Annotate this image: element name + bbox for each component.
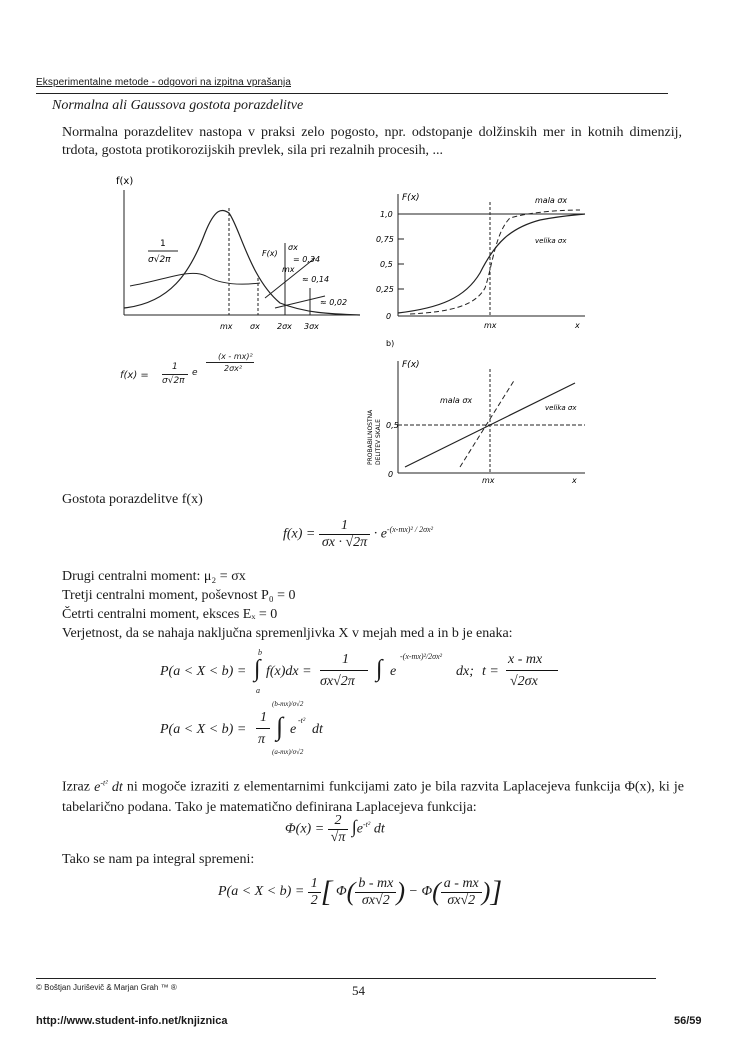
ff-den2: σx√2 xyxy=(447,892,476,908)
laplace-inline-exp: -t² xyxy=(100,778,108,787)
pf1-den: σx√2π xyxy=(320,674,355,689)
ff-phi2: Φ xyxy=(421,884,433,900)
intro-paragraph: Normalna porazdelitev nastopa v praksi zelo pogosto, npr. odstopanje dolžinskih mer in kotnih dimenzij, trdota, gostota protikorozijskih prevlek, sila pri rezalnih procesih, ... xyxy=(62,125,682,158)
density-formula-base: · e xyxy=(373,526,387,542)
page-count: 56/59 xyxy=(674,1015,702,1027)
ff-phi1: Φ xyxy=(335,884,347,900)
copyright: © Boštjan Juriševič & Marjan Grah ™ ® xyxy=(36,983,177,992)
header-rule xyxy=(36,93,668,94)
pf1-exp: -(x-mx)²/2σx² xyxy=(400,652,443,661)
cdf-figure xyxy=(370,188,595,348)
laplace-text-1: Izraz xyxy=(62,779,90,795)
br-label-velika: velika σx xyxy=(545,404,577,412)
pf2-num: 1 xyxy=(260,710,267,725)
br-ylabel: F(x) xyxy=(402,360,420,370)
cdf-curve-narrow xyxy=(410,210,580,314)
probability-formula-2: P(a < X < b) = 1 π (b-mx)/σ√2 ∫ (a-mx)/σ√2 e -t² dt xyxy=(160,700,323,756)
br-side-label-1: PROBABILNOSTNA xyxy=(367,409,374,465)
left-formula-num: 1 xyxy=(172,362,178,372)
ff-frac1 xyxy=(355,876,396,909)
probability-intro: Verjetnost, da se nahaja naključna spremenljivka X v mejah med a in b je enaka: xyxy=(62,626,513,641)
tr-xtick-mx: mx xyxy=(484,321,497,330)
page-number: 54 xyxy=(352,983,365,998)
moment-2: Drugi centralni moment: μ₂ = σx xyxy=(62,569,246,584)
left-plot-ylabel: f(x) xyxy=(116,176,134,187)
sigma-label: σx xyxy=(288,243,298,252)
x-tick-sigma: σx xyxy=(250,322,260,331)
laplace-paragraph xyxy=(62,773,684,818)
density-formula-den: σx · √2π xyxy=(321,535,368,550)
pf1-num: 1 xyxy=(342,652,349,667)
density-formula-lhs: f(x) = xyxy=(283,526,316,542)
ff-half-den: 2 xyxy=(310,892,318,908)
integral-text: Tako se nam pa integral spremeni: xyxy=(62,852,255,867)
m-label: mx xyxy=(282,265,295,274)
tr-ytick-3: 0,5 xyxy=(380,260,393,269)
laplace-inline-e: e xyxy=(94,779,101,795)
pf2-exp: -t² xyxy=(298,716,306,725)
tr-label-mala: mala σx xyxy=(535,196,568,205)
x-tick-mx: mx xyxy=(220,322,233,331)
pf1-dx: dx; xyxy=(456,664,474,679)
density-formula xyxy=(283,518,433,551)
pf1-int-upper: b xyxy=(258,648,262,657)
tr-ytick-2: 0,75 xyxy=(376,235,394,244)
pf1-integrand2: e xyxy=(390,664,397,679)
density-formula-frac xyxy=(319,518,370,551)
ff-half-num: 1 xyxy=(308,876,321,893)
phi-exp: -t² xyxy=(363,820,371,830)
cdf-curve-lower xyxy=(130,273,260,286)
pf2-upper: (b-mx)/σ√2 xyxy=(272,700,304,708)
br-ytick-1: 0,5 xyxy=(386,421,399,430)
F-value-3: ≈ 0,02 xyxy=(320,298,348,307)
left-formula-base: e xyxy=(192,368,198,378)
br-side-label-2: DELITEV SKALE xyxy=(375,419,382,465)
F-label: F(x) xyxy=(262,249,278,258)
phi-frac xyxy=(328,813,349,846)
line-narrow xyxy=(460,379,515,467)
density-heading: Gostota porazdelitve f(x) xyxy=(62,492,203,507)
running-header: Eksperimentalne metode - odgovori na izpitna vprašanja xyxy=(36,77,291,88)
x-tick-2sigma: 2σx xyxy=(277,322,292,331)
br-label-mala: mala σx xyxy=(440,396,473,405)
left-formula-exp-den: 2σx² xyxy=(224,364,243,373)
phi-integrand: e xyxy=(356,821,364,837)
tr-ytick-1: 1,0 xyxy=(380,210,393,219)
br-ytick-2: 0 xyxy=(388,470,394,479)
F-value-1: = 0,34 xyxy=(293,255,321,264)
pf1-lhs: P(a < X < b) = xyxy=(160,664,247,679)
pf1-int-lower: a xyxy=(256,686,260,695)
phi-dt: dt xyxy=(373,821,385,837)
left-formula-exp-num: (x - mx)² xyxy=(218,352,253,361)
probability-scale-figure xyxy=(350,355,595,485)
laplace-text-2: ni mogoče izraziti z elementarnimi funkcijami zato je bila razvita Laplacejeva funkcija Φ(x), ki je tabelarično podana. Tako je matematično definirana Laplacejeva funkcija: xyxy=(62,779,685,815)
tr-caption: b) xyxy=(386,339,395,348)
density-formula-exp: -(x-mx)² / 2σx² xyxy=(386,525,433,535)
left-formula-den: σ√2π xyxy=(162,376,185,386)
pf1-t-den: √2σx xyxy=(510,674,538,689)
tr-ytick-4: 0,25 xyxy=(376,285,394,294)
tr-xtick-x: x xyxy=(575,321,580,330)
pf2-den: π xyxy=(258,732,266,747)
ff-half xyxy=(308,876,321,909)
source-url[interactable]: http://www.student-info.net/knjiznica xyxy=(36,1015,228,1027)
ff-den1: σx√2 xyxy=(361,892,390,908)
br-xtick-mx: mx xyxy=(482,476,495,485)
laplace-inline-dt: dt xyxy=(111,779,123,795)
left-formula-lhs: f(x) = xyxy=(120,370,149,381)
bell-curve-figure xyxy=(110,168,380,343)
left-formula xyxy=(120,352,290,397)
section-title: Normalna ali Gaussova gostota porazdelitve xyxy=(52,98,304,113)
pf2-lhs: P(a < X < b) = xyxy=(160,722,247,737)
footer-rule xyxy=(36,978,656,979)
pf2-integrand: e xyxy=(290,722,297,737)
ff-minus: − xyxy=(408,884,418,900)
peak-label-num: 1 xyxy=(160,239,166,249)
ff-num2: a - mx xyxy=(441,876,482,893)
tr-ytick-5: 0 xyxy=(386,312,392,321)
x-tick-3sigma: 3σx xyxy=(304,322,319,331)
pf1-t-lhs: t = xyxy=(482,664,499,679)
ff-num1: b - mx xyxy=(355,876,396,893)
pf2-lower: (a-mx)/σ√2 xyxy=(272,748,304,756)
phi-formula: Φ(x) = $\frac{2}{√\pi}$ $\int e^{-t^2}$ dt xyxy=(285,813,385,845)
F-value-2: ≈ 0,14 xyxy=(302,275,330,284)
pf1-integrand: f(x)dx = xyxy=(266,664,312,679)
probability-formula-1: P(a < X < b) = b ∫ a f(x)dx = 1 σx√2π ∫ e -(x-mx)²/2σx² dx; t = x - mx √2σx xyxy=(160,652,580,697)
density-formula-num: 1 xyxy=(319,518,370,535)
ff-frac2 xyxy=(441,876,482,909)
phi-lhs: Φ(x) = xyxy=(285,821,325,837)
br-xtick-x: x xyxy=(572,476,577,485)
phi-den: √π xyxy=(330,830,346,845)
phi-num: 2 xyxy=(328,813,349,830)
ff-lhs: P(a < X < b) = xyxy=(218,884,305,900)
peak-label-den: σ√2π xyxy=(148,255,171,265)
tr-ylabel: F(x) xyxy=(402,193,420,203)
moment-4: Četrti centralni moment, eksces Eₓ = 0 xyxy=(62,607,278,622)
pf1-t-num: x - mx xyxy=(508,652,543,667)
tr-label-velika: velika σx xyxy=(535,237,567,245)
pf2-dt: dt xyxy=(312,722,323,737)
final-formula: P(a < X < b) = $\frac{1}{2}$ [ Φ( $\frac{b - mx}{\sigma x√2}$ ) − Φ( $\frac{a - mx}{\sigma x√2}$ )] xyxy=(218,875,503,908)
moment-3: Tretji centralni moment, poševnost P₀ = 0 xyxy=(62,588,296,603)
